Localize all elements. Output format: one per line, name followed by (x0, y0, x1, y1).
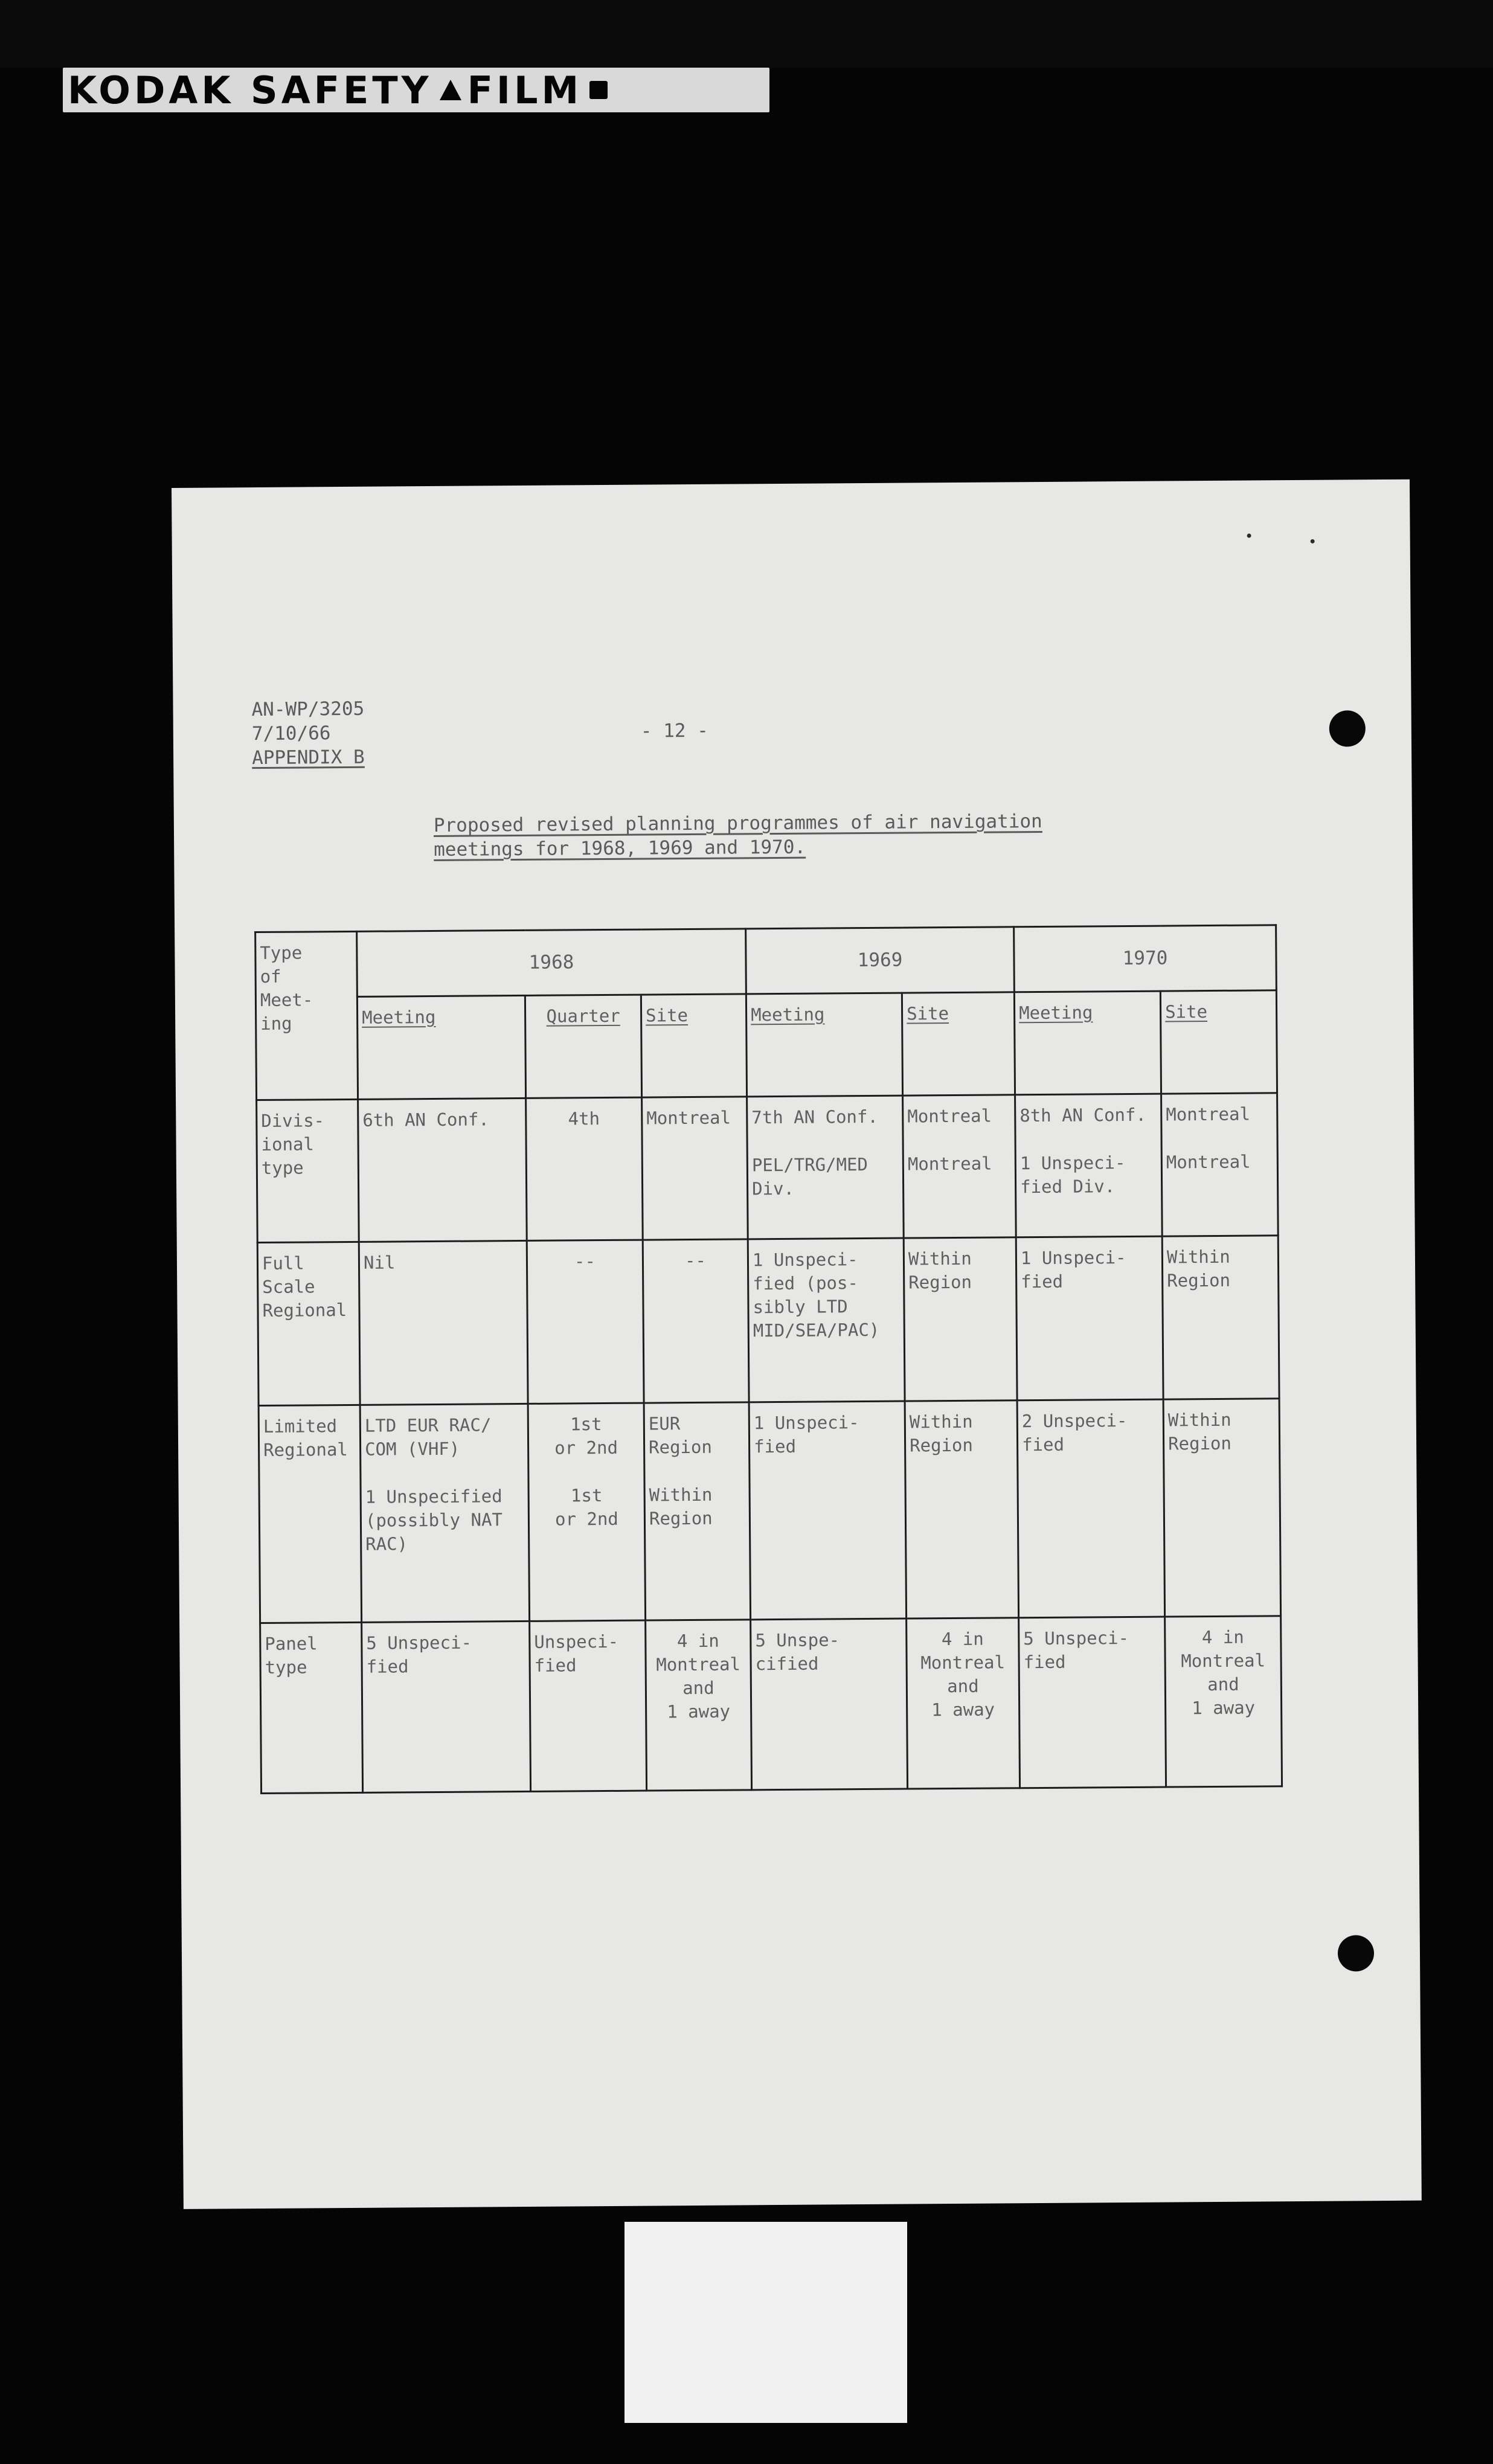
table-cell: 4 in Montreal and 1 away (646, 1620, 752, 1791)
row-type-cell: Limited Regional (258, 1405, 362, 1623)
year-header-1970: 1970 (1014, 925, 1277, 992)
column-header: Site (1160, 990, 1277, 1094)
punch-hole-top (1329, 710, 1366, 746)
table-row (257, 1236, 1279, 1406)
page-number: - 12 - (640, 719, 708, 742)
table-cell: Montreal Montreal (903, 1095, 1016, 1238)
table-cell: -- (527, 1240, 644, 1404)
table-cell: Montreal (642, 1097, 748, 1240)
table-cell: 2 Unspeci- fied (1017, 1399, 1165, 1618)
film-edge-label (63, 68, 608, 112)
dust-speck (1247, 534, 1251, 538)
column-header: Meeting (1014, 991, 1161, 1095)
table-cell: 4 in Montreal and 1 away (1165, 1616, 1282, 1787)
table-cell: EUR Region Within Region (644, 1402, 751, 1620)
table-cell: LTD EUR RAC/ COM (VHF) 1 Unspecified (possibly NAT RAC) (360, 1404, 530, 1622)
document-reference (251, 696, 506, 770)
document-page (172, 480, 1422, 2209)
table-cell: 1st or 2nd 1st or 2nd (528, 1403, 646, 1621)
table-cell: 5 Unspe- cified (751, 1619, 908, 1790)
table-cell: Montreal Montreal (1161, 1093, 1279, 1236)
table-cell: Within Region (905, 1400, 1019, 1619)
table-cell: 4 in Montreal and 1 away (907, 1618, 1020, 1789)
film-leader-block (624, 2222, 907, 2423)
column-header: Site (902, 992, 1015, 1096)
spacer (1019, 1127, 1157, 1152)
column-header: Meeting (357, 995, 525, 1099)
row-type-cell: Panel type (260, 1622, 363, 1793)
triangle-icon (440, 80, 461, 100)
spacer (533, 1460, 640, 1484)
spacer (751, 1129, 898, 1154)
spacer (365, 1460, 524, 1486)
type-of-meeting-header: Type of Meet- ing (255, 931, 358, 1100)
spacer (1166, 1126, 1273, 1150)
table-cell: Within Region (1162, 1236, 1279, 1399)
date-line: 7/10/66 (251, 722, 331, 745)
document-title (434, 808, 1219, 862)
table-cell: Nil (359, 1240, 528, 1405)
column-header: Quarter (525, 995, 641, 1098)
column-header: Meeting (746, 993, 902, 1097)
table-cell: 6th AN Conf. (358, 1098, 527, 1242)
table-cell: 5 Unspeci- fied (362, 1621, 531, 1792)
table-cell: 1 Unspeci- fied (1016, 1236, 1163, 1400)
film-label-part2: FILM (467, 68, 583, 112)
column-header: Site (641, 994, 746, 1097)
spacer (907, 1128, 1010, 1152)
table-cell: -- (643, 1239, 749, 1403)
row-type-cell: Divis- ional type (257, 1099, 359, 1242)
row-type-cell: Full Scale Regional (257, 1242, 360, 1405)
table-cell: 4th (526, 1097, 643, 1240)
square-mark-icon (589, 81, 608, 99)
appendix-label: APPENDIX B (251, 746, 365, 769)
table-row (257, 1093, 1279, 1243)
title-line: Proposed revised planning programmes of air navigation (433, 810, 1042, 836)
year-header-1968: 1968 (357, 929, 746, 996)
table-cell: Within Region (1163, 1399, 1281, 1617)
table-row (260, 1616, 1282, 1794)
dust-speck (1311, 539, 1315, 544)
table-row (258, 1399, 1281, 1623)
table-cell: Unspeci- fied (530, 1620, 647, 1791)
table-cell: 5 Unspeci- fied (1019, 1617, 1166, 1788)
film-strip (0, 0, 1493, 68)
table-cell: Within Region (904, 1237, 1017, 1401)
reference-line: AN-WP/3205 (251, 698, 365, 721)
table-cell: 8th AN Conf. 1 Unspeci- fied Div. (1015, 1094, 1163, 1237)
title-line: meetings for 1968, 1969 and 1970. (434, 836, 806, 861)
year-header-1969: 1969 (746, 927, 1015, 994)
table-cell: 1 Unspeci- fied (pos- sibly LTD MID/SEA/PAC) (748, 1238, 905, 1402)
table-cell: 1 Unspeci- fied (749, 1401, 907, 1620)
spacer (649, 1458, 745, 1483)
film-label-part1: KODAK SAFETY (68, 68, 432, 112)
planning-table (254, 924, 1281, 1794)
table-cell: 7th AN Conf. PEL/TRG/MED Div. (747, 1096, 904, 1239)
punch-hole-bottom (1338, 1935, 1374, 1971)
